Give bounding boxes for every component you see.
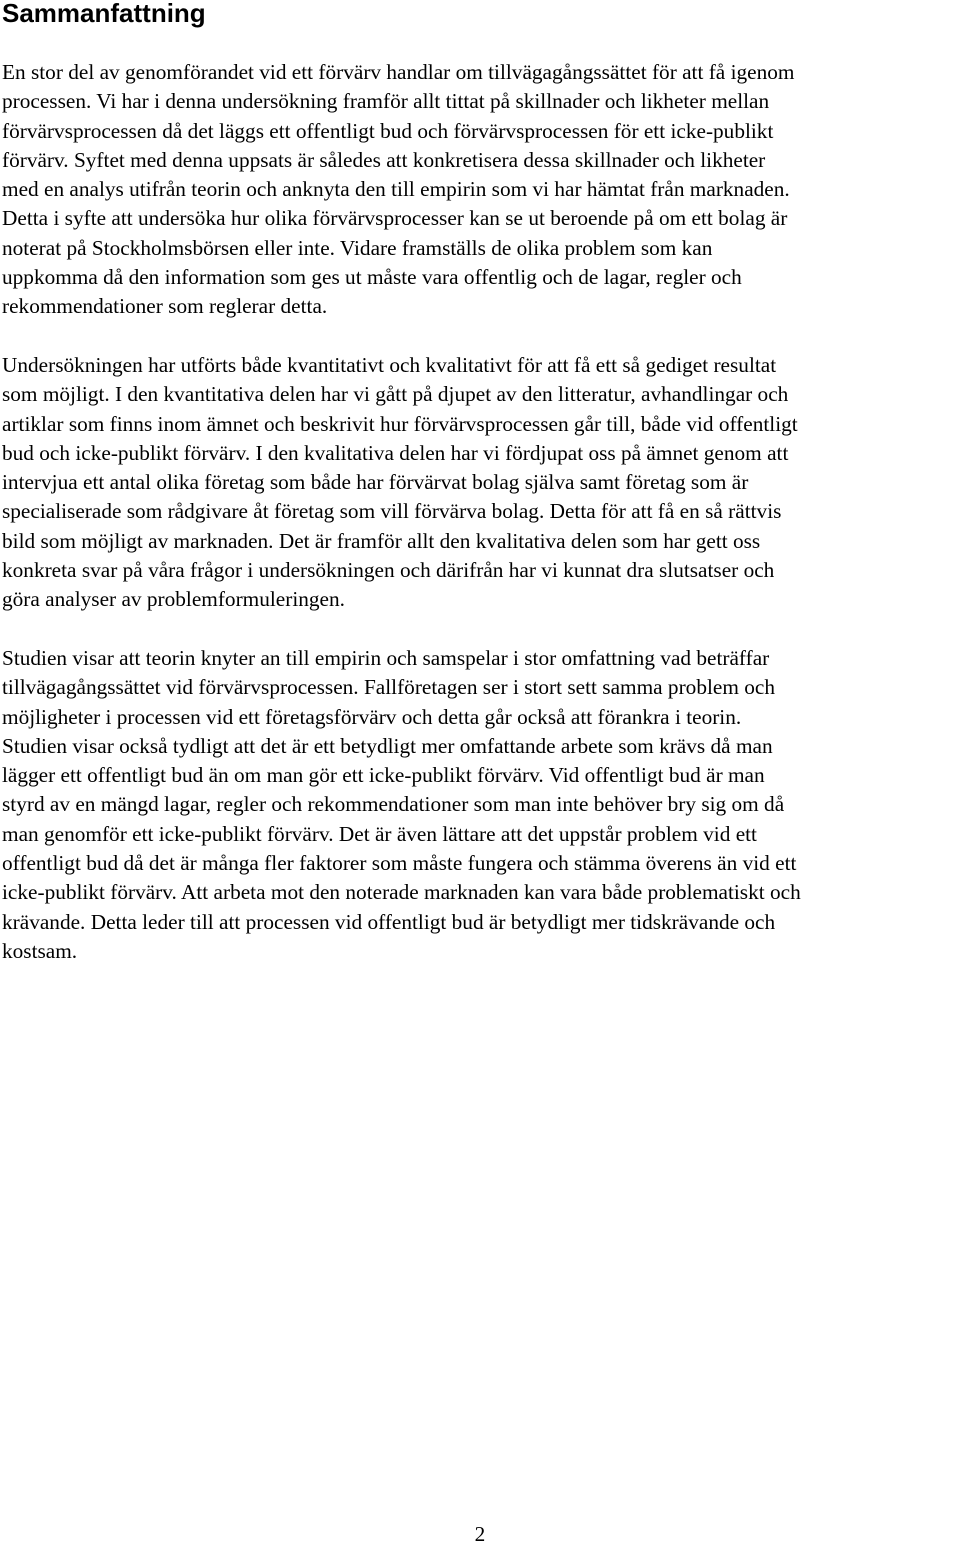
- paragraph-line: möjligheter i processen vid ett företagsförvärv och detta går också att förankra i teorin.: [2, 704, 742, 729]
- paragraph-2: [2, 351, 960, 615]
- paragraph-line: artiklar som finns inom ämnet och beskrivit hur förvärvsprocessen går till, både vid offentligt: [2, 411, 798, 436]
- paragraph-line: förvärvsprocessen då det läggs ett offentligt bud och förvärvsprocessen för ett icke-publikt: [2, 118, 774, 143]
- paragraph-line: tillvägagångssättet vid förvärvsprocessen. Fallföretagen ser i stort sett samma problem och: [2, 675, 775, 700]
- page-number: 2: [474, 1522, 486, 1546]
- paragraph-line: kostsam.: [2, 938, 78, 963]
- paragraph-line: noterat på Stockholmsbörsen eller inte. Vidare framställs de olika problem som kan: [2, 235, 713, 260]
- paragraph-line: göra analyser av problemformuleringen.: [2, 587, 345, 612]
- paragraph-1: [2, 58, 960, 322]
- paragraph-line: intervjua ett antal olika företag som både har förvärvat bolag själva samt företag som är: [2, 470, 749, 495]
- paragraph-line: En stor del av genomförandet vid ett förvärv handlar om tillvägagångssättet för att få igenom: [2, 60, 795, 84]
- paragraph-line: Detta i syfte att undersöka hur olika förvärvsprocesser kan se ut beroende på om ett bolag är: [2, 206, 788, 231]
- paragraph-line: bild som möjligt av marknaden. Det är framför allt den kvalitativa delen som har gett oss: [2, 528, 761, 553]
- paragraph-line: förvärv. Syftet med denna uppsats är således att konkretisera dessa skillnader och likheter: [2, 147, 766, 172]
- paragraph-line: rekommendationer som reglerar detta.: [2, 294, 328, 319]
- paragraph-line: icke-publikt förvärv. Att arbeta mot den noterade marknaden kan vara både problematiskt och: [2, 880, 801, 905]
- paragraph-line: med en analys utifrån teorin och anknyta den till empirin som vi har hämtat från marknaden.: [2, 177, 790, 202]
- paragraph-line: offentligt bud då det är många fler faktorer som måste fungera och stämma överens än vid ett: [2, 851, 797, 876]
- paragraph-line: processen. Vi har i denna undersökning framför allt tittat på skillnader och likheter mellan: [2, 89, 770, 114]
- paragraph-line: uppkomma då den information som ges ut måste vara offentlig och de lagar, regler och: [2, 265, 742, 290]
- paragraph-line: specialiserade som rådgivare åt företag som vill förvärva bolag. Detta för att få en så rättvis: [2, 499, 782, 524]
- section-heading: Sammanfattning: [2, 0, 206, 28]
- paragraph-line: styrd av en mängd lagar, regler och rekommendationer som man inte behöver bry sig om då: [2, 792, 785, 817]
- paragraph-line: krävande. Detta leder till att processen vid offentligt bud är betydligt mer tidskrävande och: [2, 909, 776, 934]
- paragraph-line: Studien visar att teorin knyter an till empirin och samspelar i stor omfattning vad beträffar: [2, 646, 770, 670]
- paragraph-line: Studien visar också tydligt att det är ett betydligt mer omfattande arbete som krävs då man: [2, 733, 773, 758]
- paragraph-3: [2, 644, 960, 966]
- paragraph-line: man genomför ett icke-publikt förvärv. Det är även lättare att det uppstår problem vid ett: [2, 821, 757, 846]
- paragraph-line: bud och icke-publikt förvärv. I den kvalitativa delen har vi fördjupat oss på ämnet genom att: [2, 440, 789, 465]
- paragraph-line: lägger ett offentligt bud än om man gör ett icke-publikt förvärv. Vid offentligt bud är man: [2, 763, 765, 788]
- paragraph-line: konkreta svar på våra frågor i undersökningen och därifrån har vi kunnat dra slutsatser och: [2, 558, 775, 583]
- paragraph-line: Undersökningen har utförts både kvantitativt och kvalitativt för att få ett så gediget resultat: [2, 353, 777, 377]
- paragraph-line: som möjligt. I den kvantitativa delen har vi gått på djupet av den litteratur, avhandlingar och: [2, 382, 789, 407]
